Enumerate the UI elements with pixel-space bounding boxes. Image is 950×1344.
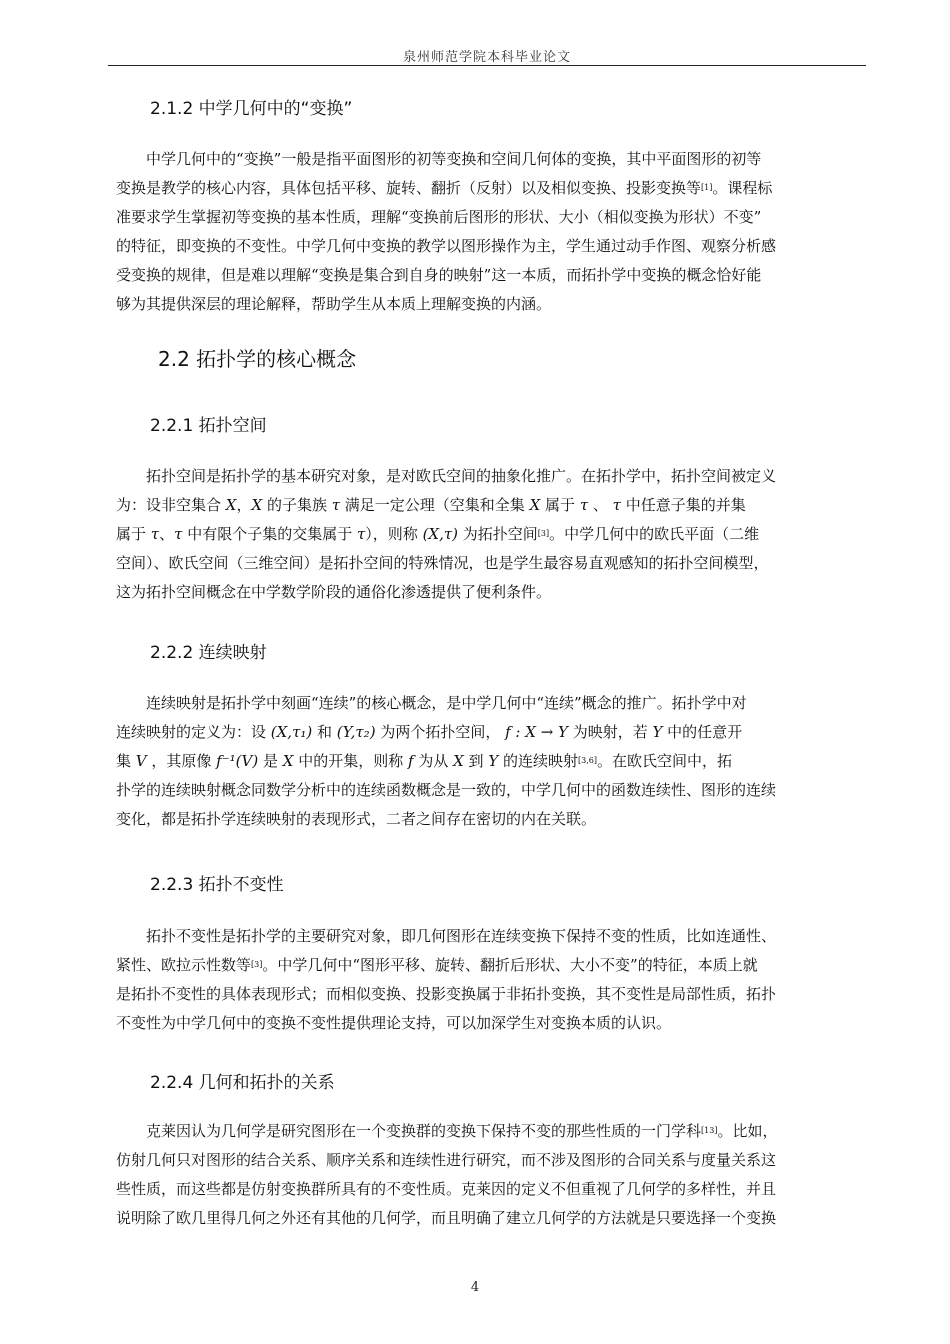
page-header: 泉州师范学院本科毕业论文 (402, 50, 571, 65)
text-line: 变化，都是拓扑学连续映射的表现形式，二者之间存在密切的内在关联。 (116, 810, 597, 828)
citation: [13] (701, 1126, 718, 1135)
text-line: 够为其提供深层的理论解释，帮助学生从本质上理解变换的内涵。 (116, 295, 552, 313)
text-line: 的特征，即变换的不变性。中学几何中变换的教学以图形操作为主，学生通过动手作图、观察分析感 (116, 237, 777, 255)
paragraph-2-1-2 (116, 145, 858, 319)
math-symbol: τ (579, 496, 589, 514)
text-line: 是拓扑不变性的具体表现形式；而相似变换、投影变换属于非拓扑变换，其不变性是局部性质，拓扑 (116, 985, 777, 1003)
text-line (116, 1117, 858, 1146)
heading-2-1-2: 2.1.2 中学几何中的“变换” (150, 99, 353, 119)
text-run: 为从 (413, 752, 454, 770)
text-line: 空间）、欧氏空间（三维空间）是拓扑空间的特殊情况，也是学生最容易直观感知的拓扑空间模型， (116, 554, 769, 572)
math-symbol: X (282, 752, 294, 770)
text-line: 准要求学生掌握初等变换的基本性质，理解“变换前后图形的形状、大小（相似变换为形状）不变” (116, 208, 762, 226)
text-run: 。中学几何中的欧氏平面（二维 (549, 525, 760, 543)
citation: [3] (537, 529, 550, 538)
text-run: 中的任意开 (662, 723, 743, 741)
text-run: 。课程标 (712, 179, 773, 197)
text-line (116, 491, 858, 520)
text-line: 些性质，而这些都是仿射变换群所具有的不变性质。克莱因的定义不但重视了几何学的多样性，并且 (116, 1180, 777, 1198)
text-run: 属于 (116, 525, 151, 543)
math-symbol: f (407, 752, 414, 770)
text-run: 为两个拓扑空间， (375, 723, 506, 741)
math-symbol: τ (356, 525, 366, 543)
math-symbol: τ (331, 496, 341, 514)
text-run: 连续映射的定义为：设 (116, 723, 271, 741)
citation: [3] (251, 960, 263, 969)
text-run: 的连续映射 (498, 752, 579, 770)
text-line (116, 174, 858, 203)
text-run: 属于 (540, 496, 580, 514)
heading-2-2-1: 2.2.1 拓扑空间 (150, 416, 267, 436)
math-symbol: X (529, 496, 541, 514)
math-symbol: Y (652, 723, 663, 741)
math-expression: (X,τ₁) (270, 723, 313, 741)
text-line (116, 520, 858, 549)
citation: [1] (701, 183, 713, 192)
citation: [3,6] (578, 756, 597, 765)
math-expression: (X,τ) (422, 525, 459, 543)
paragraph-2-2-3 (116, 922, 858, 1038)
paragraph-2-2-2 (116, 689, 858, 834)
heading-2-2: 2.2 拓扑学的核心概念 (158, 347, 357, 371)
text-line: 连续映射是拓扑学中刻画“连续”的核心概念，是中学几何中“连续”概念的推广。拓扑学中对 (146, 694, 747, 712)
math-symbol: Y (488, 752, 499, 770)
heading-2-2-4: 2.2.4 几何和拓扑的关系 (150, 1073, 335, 1093)
text-line: 拓扑空间是拓扑学的基本研究对象，是对欧氏空间的抽象化推广。在拓扑学中，拓扑空间被定义 (146, 467, 777, 485)
text-line: 不变性为中学几何中的变换不变性提供理论支持，可以加深学生对变换本质的认识。 (116, 1014, 672, 1032)
page-number: 4 (470, 1280, 480, 1295)
math-expression: f⁻¹(V) (216, 752, 259, 770)
text-run: 和 (312, 723, 337, 741)
text-run: 中的开集，则称 (293, 752, 408, 770)
text-line: 说明除了欧几里得几何之外还有其他的几何学，而且明确了建立几何学的方法就是只要选择一个变换 (116, 1209, 777, 1227)
math-symbol: X (251, 496, 263, 514)
text-run: 中有限个子集的交集属于 (182, 525, 357, 543)
text-run: ），则称 (365, 525, 423, 543)
text-line: 扑学的连续映射概念同数学分析中的连续函数概念是一致的，中学几何中的函数连续性、图形的连续 (116, 781, 777, 799)
header-rule (108, 65, 866, 66)
text-line (116, 951, 858, 980)
text-line (116, 747, 858, 776)
text-run: 。中学几何中“图形平移、旋转、翻折后形状、大小不变”的特征，本质上就 (262, 956, 758, 974)
text-run: ， (236, 496, 252, 514)
text-line (116, 718, 858, 747)
text-run: 为映射，若 (567, 723, 653, 741)
text-run: 克莱因认为几何学是研究图形在一个变换群的变换下保持不变的那些性质的一门学科 (146, 1122, 702, 1140)
paragraph-2-2-1 (116, 462, 858, 607)
text-run: 集 (116, 752, 136, 770)
text-run: 、 (588, 496, 613, 514)
heading-2-2-3: 2.2.3 拓扑不变性 (150, 875, 284, 895)
text-run: 。在欧氏空间中，拓 (596, 752, 732, 770)
math-expression: (Y,τ₂) (336, 723, 376, 741)
text-run: 、 (159, 525, 175, 543)
math-symbol: X (225, 496, 237, 514)
text-run: ，其原像 (146, 752, 217, 770)
math-symbol: τ (150, 525, 160, 543)
text-run: 紧性、欧拉示性数等 (116, 956, 252, 974)
text-run: 为：设非空集合 (116, 496, 226, 514)
math-symbol: τ (612, 496, 621, 514)
paragraph-2-2-4 (116, 1117, 858, 1233)
heading-2-2-2: 2.2.2 连续映射 (150, 643, 267, 663)
text-line: 拓扑不变性是拓扑学的主要研究对象，即几何图形在连续变换下保持不变的性质，比如连通性、 (146, 927, 777, 945)
text-run: 。比如， (717, 1122, 778, 1140)
math-symbol: X (453, 752, 464, 770)
text-line: 中学几何中的“变换”一般是指平面图形的初等变换和空间几何体的变换，其中平面图形的初等 (146, 150, 762, 168)
math-symbol: V (135, 752, 147, 770)
math-symbol: τ (174, 525, 183, 543)
text-run: 满足一定公理（空集和全集 (340, 496, 530, 514)
text-run: 的子集族 (262, 496, 332, 514)
text-line: 仿射几何只对图形的结合关系、顺序关系和连续性进行研究，而不涉及图形的合同关系与度量关系这 (116, 1151, 777, 1169)
text-line: 受变换的规律，但是难以理解“变换是集合到自身的映射”这一本质，而拓扑学中变换的概念恰好能 (116, 266, 762, 284)
math-expression: f : X → Y (505, 723, 568, 741)
text-run: 是 (258, 752, 283, 770)
text-run: 变换是教学的核心内容，具体包括平移、旋转、翻折（反射）以及相似变换、投影变换等 (116, 179, 702, 197)
text-run: 中任意子集的并集 (620, 496, 746, 514)
text-line: 这为拓扑空间概念在中学数学阶段的通俗化渗透提供了便利条件。 (116, 583, 552, 601)
text-run: 为拓扑空间 (458, 525, 538, 543)
text-run: 到 (463, 752, 489, 770)
